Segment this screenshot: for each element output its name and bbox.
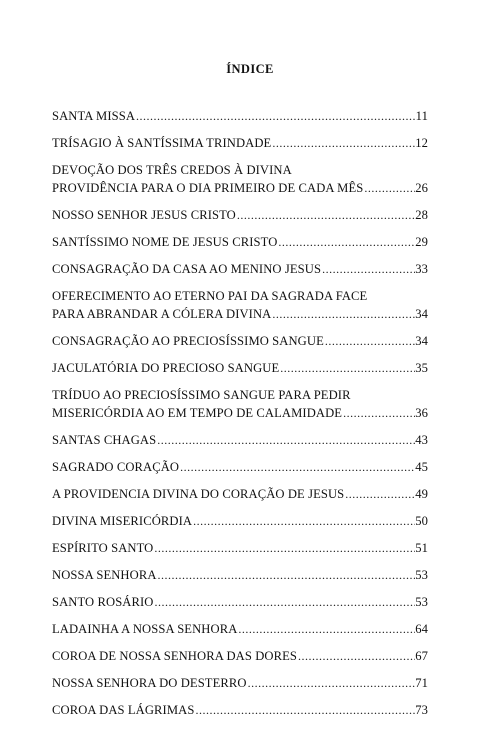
toc-entry-title: DIVINA MISERICÓRDIA [52,514,193,528]
toc-page-number: 71 [415,676,428,690]
toc-entry-title: PARA ABRANDAR A CÓLERA DIVINA [52,307,272,321]
toc-page-number: 45 [415,460,428,474]
toc-entry-title: CONSAGRAÇÃO DA CASA AO MENINO JESUS [52,262,322,276]
dot-leader [156,431,415,449]
page-title: ÍNDICE [226,62,274,76]
dot-leader [363,179,415,197]
toc-page-number: 35 [415,361,428,375]
toc-entry-title: OFERECIMENTO AO ETERNO PAI DA SAGRADA FACE [52,289,368,303]
toc-entry-title: COROA DE NOSSA SENHORA DAS DORES [52,649,297,663]
toc-page-number: 29 [415,235,428,249]
toc-entry[interactable] [52,458,428,476]
dot-leader [153,593,415,611]
dot-leader [236,206,415,224]
toc-page-number: 11 [415,109,428,123]
dot-leader [342,404,415,422]
toc-entry[interactable] [52,485,428,503]
toc-entry-title: NOSSA SENHORA DO DESTERRO [52,676,247,690]
toc-page-number: 51 [415,541,428,555]
toc-page-number: 53 [415,568,428,582]
toc-entry[interactable] [52,287,428,323]
toc-page-number: 49 [415,487,428,501]
toc-entry-title: SAGRADO CORAÇÃO [52,460,180,474]
dot-leader [321,260,415,278]
toc-entry-title: PROVIDÊNCIA PARA O DIA PRIMEIRO DE CADA MÊS [52,181,364,195]
toc-page-number: 67 [415,649,428,663]
toc-page-number: 36 [415,406,428,420]
toc-entry[interactable] [52,107,428,125]
dot-leader [279,359,415,377]
toc-entry[interactable] [52,593,428,611]
toc-entry-title: LADAINHA A NOSSA SENHORA [52,622,238,636]
toc-page-number: 26 [415,181,428,195]
toc-entry-title: COROA DAS LÁGRIMAS [52,703,195,717]
toc-entry-title: NOSSO SENHOR JESUS CRISTO [52,208,236,222]
toc-entry[interactable] [52,134,428,152]
toc-entry[interactable] [52,539,428,557]
toc-page-number: 28 [415,208,428,222]
dot-leader [194,701,415,719]
toc-entry-title: SANTA MISSA [52,109,136,123]
dot-leader [271,134,415,152]
dot-leader [192,512,415,530]
toc-entry[interactable] [52,512,428,530]
dot-leader [179,458,415,476]
toc-page-number: 43 [415,433,428,447]
dot-leader [247,674,416,692]
dot-leader [324,332,415,350]
toc-entry[interactable] [52,260,428,278]
toc-entry[interactable] [52,647,428,665]
toc-entry[interactable] [52,161,428,197]
toc-entry[interactable] [52,701,428,719]
toc-entry[interactable] [52,332,428,350]
toc-entry[interactable] [52,359,428,377]
toc-entry-title: MISERICÓRDIA AO EM TEMPO DE CALAMIDADE [52,406,343,420]
dot-leader [344,485,415,503]
toc-page-number: 34 [415,307,428,321]
toc-entry[interactable] [52,386,428,422]
toc-entry[interactable] [52,620,428,638]
toc-page-number: 12 [415,136,428,150]
toc-entry-title: SANTÍSSIMO NOME DE JESUS CRISTO [52,235,278,249]
dot-leader [135,107,416,125]
toc-page-number: 64 [415,622,428,636]
toc-entry[interactable] [52,431,428,449]
dot-leader [271,305,415,323]
toc-page-number: 73 [415,703,428,717]
toc-entry[interactable] [52,233,428,251]
toc-page-number: 33 [415,262,428,276]
toc-entry-title: NOSSA SENHORA [52,568,157,582]
toc-entry-title: SANTO ROSÁRIO [52,595,154,609]
toc-entry-title: ESPÍRITO SANTO [52,541,154,555]
toc-page-number: 50 [415,514,428,528]
toc-entry-title: CONSAGRAÇÃO AO PRECIOSÍSSIMO SANGUE [52,334,324,348]
toc-entry[interactable] [52,206,428,224]
toc-entry-title: A PROVIDENCIA DIVINA DO CORAÇÃO DE JESUS [52,487,345,501]
dot-leader [237,620,415,638]
toc-entry[interactable] [52,566,428,584]
dot-leader [277,233,415,251]
dot-leader [153,539,415,557]
dot-leader [157,566,416,584]
toc-page-number: 53 [415,595,428,609]
table-of-contents [52,107,428,728]
toc-entry-title: JACULATÓRIA DO PRECIOSO SANGUE [52,361,280,375]
toc-entry[interactable] [52,674,428,692]
toc-entry-title: SANTAS CHAGAS [52,433,157,447]
toc-entry-title: TRÍSAGIO À SANTÍSSIMA TRINDADE [52,136,272,150]
toc-page-number: 34 [415,334,428,348]
toc-entry-title: DEVOÇÃO DOS TRÊS CREDOS À DIVINA [52,163,292,177]
toc-entry-title: TRÍDUO AO PRECIOSÍSSIMO SANGUE PARA PEDIR [52,388,351,402]
dot-leader [297,647,415,665]
